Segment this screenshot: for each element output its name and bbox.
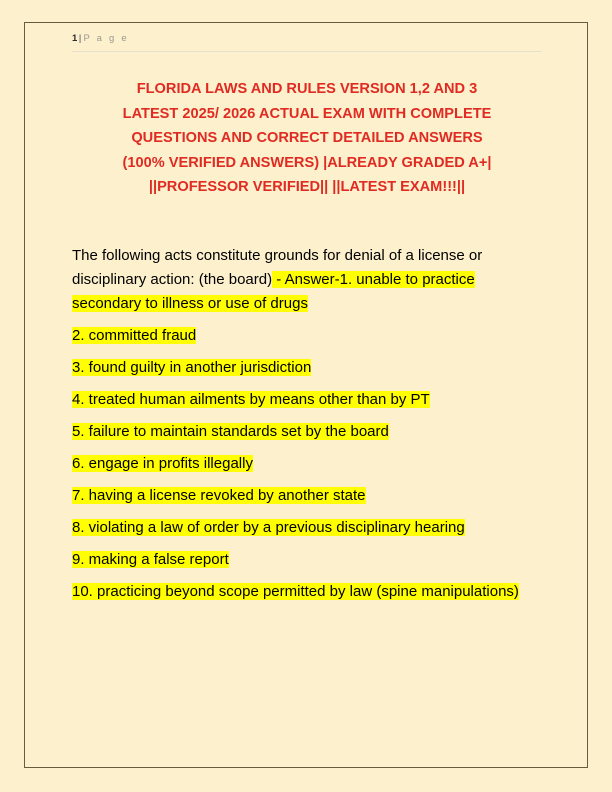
list-item-text: 4. treated human ailments by means other than by PT xyxy=(72,390,430,408)
document-body xyxy=(72,244,542,604)
title-line-2: LATEST 2025/ 2026 ACTUAL EXAM WITH COMPLETE xyxy=(122,105,492,122)
list-item xyxy=(72,484,542,508)
question-prompt: The following acts constitute grounds for denial of a license or disciplinary action: (the board) xyxy=(72,246,483,288)
list-item-text: 7. having a license revoked by another state xyxy=(72,486,366,504)
header-divider xyxy=(72,51,542,52)
list-item xyxy=(72,420,542,444)
title-line-4: (100% VERIFIED ANSWERS) |ALREADY GRADED A+| xyxy=(122,154,492,171)
question-paragraph xyxy=(72,244,542,316)
running-header xyxy=(72,33,542,48)
list-item xyxy=(72,388,542,412)
document-page xyxy=(24,22,588,768)
list-item-text: 3. found guilty in another jurisdiction xyxy=(72,358,312,376)
list-item-text: 8. violating a law of order by a previous disciplinary hearing xyxy=(72,518,465,536)
title-line-5: ||PROFESSOR VERIFIED|| ||LATEST EXAM!!!|| xyxy=(148,179,466,195)
list-item-text: 5. failure to maintain standards set by the board xyxy=(72,422,389,440)
page-content xyxy=(72,33,542,604)
list-item xyxy=(72,548,542,572)
title-line-1: FLORIDA LAWS AND RULES VERSION 1,2 AND 3 xyxy=(136,81,478,97)
list-item xyxy=(72,516,542,540)
page-label: P a g e xyxy=(83,33,129,44)
list-item-text: 10. practicing beyond scope permitted by law (spine manipulations) xyxy=(72,582,519,600)
list-item-text: 9. making a false report xyxy=(72,550,229,568)
header-separator: | xyxy=(78,33,82,44)
list-item-text: 6. engage in profits illegally xyxy=(72,454,253,472)
title-line-3: QUESTIONS AND CORRECT DETAILED ANSWERS xyxy=(131,130,483,146)
list-item-text: 2. committed fraud xyxy=(72,326,197,344)
list-item xyxy=(72,356,542,380)
document-title xyxy=(72,77,542,200)
question-answer: - Answer-1. unable to practice secondary to illness or use of drugs xyxy=(72,270,475,312)
list-item xyxy=(72,580,542,604)
page-number: 1 xyxy=(72,33,78,44)
list-item xyxy=(72,452,542,476)
list-item xyxy=(72,324,542,348)
